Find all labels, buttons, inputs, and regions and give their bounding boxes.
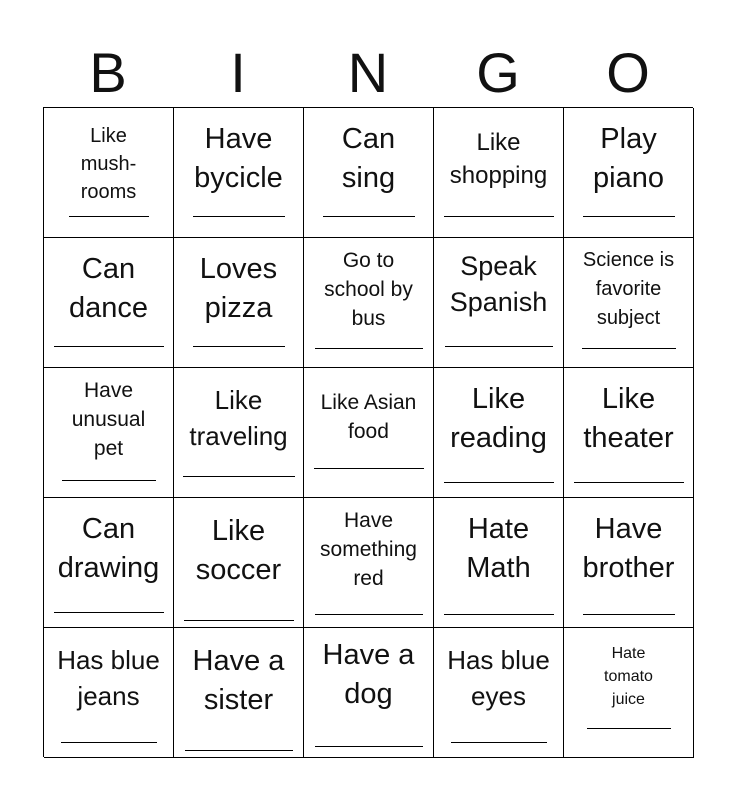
answer-line	[315, 614, 423, 615]
answer-line	[583, 216, 675, 217]
bingo-cell[interactable]	[564, 368, 694, 498]
answer-line	[61, 742, 157, 743]
answer-line	[315, 348, 423, 349]
cell-text: Science is favorite subject	[582, 249, 675, 329]
bingo-cell[interactable]	[564, 108, 694, 238]
bingo-cell[interactable]	[174, 238, 304, 368]
bingo-cell[interactable]	[44, 498, 174, 628]
cell-text: Hate tomato juice	[604, 645, 653, 708]
header-letter-g: G	[476, 41, 520, 104]
cell-text: Play piano	[593, 123, 664, 194]
cell-text: Like Asian food	[320, 391, 417, 443]
answer-line	[587, 728, 671, 729]
cell-text: Like mush- rooms	[80, 125, 137, 203]
bingo-header	[43, 40, 693, 106]
answer-line	[451, 742, 547, 743]
cell-text: Like soccer	[195, 515, 282, 586]
bingo-cell[interactable]	[434, 498, 564, 628]
bingo-cell[interactable]	[174, 368, 304, 498]
bingo-cell[interactable]	[564, 238, 694, 368]
cell-text: Hate Math	[466, 513, 531, 584]
cell-text: Have bycicle	[194, 123, 283, 194]
cell-text: Has blue eyes	[447, 645, 550, 711]
cell-text: Like traveling	[189, 385, 288, 451]
cell-text: Loves pizza	[199, 253, 278, 324]
header-letter-n: N	[347, 41, 389, 104]
cell-text: Have something red	[320, 509, 417, 590]
answer-line	[574, 482, 684, 483]
bingo-cell[interactable]	[304, 108, 434, 238]
answer-line	[314, 468, 424, 469]
bingo-cell[interactable]	[564, 628, 694, 758]
bingo-cell[interactable]	[44, 368, 174, 498]
answer-line	[69, 216, 149, 217]
answer-line	[315, 746, 423, 747]
bingo-cell[interactable]	[434, 238, 564, 368]
cell-text: Have a dog	[322, 639, 415, 710]
bingo-cell[interactable]	[564, 498, 694, 628]
answer-line	[54, 612, 164, 613]
bingo-cell[interactable]	[174, 628, 304, 758]
answer-line	[445, 346, 553, 347]
answer-line	[183, 476, 295, 477]
answer-line	[444, 614, 554, 615]
cell-text: Have unusual pet	[71, 379, 146, 460]
answer-line	[185, 750, 293, 751]
cell-text: Can dance	[68, 253, 148, 324]
header-letter-o: O	[606, 41, 650, 104]
cell-text: Can sing	[341, 123, 396, 194]
bingo-cell[interactable]	[304, 238, 434, 368]
cell-text: Like reading	[450, 383, 547, 454]
cell-text: Speak Spanish	[449, 251, 548, 317]
cell-text: Have a sister	[192, 645, 285, 716]
answer-line	[323, 216, 415, 217]
answer-line	[62, 480, 156, 481]
bingo-cell[interactable]	[304, 498, 434, 628]
answer-line	[583, 614, 675, 615]
answer-line	[54, 346, 164, 347]
answer-line	[193, 216, 285, 217]
bingo-cell[interactable]	[304, 368, 434, 498]
answer-line	[184, 620, 294, 621]
bingo-card-grid	[43, 107, 693, 757]
bingo-cell[interactable]	[44, 108, 174, 238]
answer-line	[193, 346, 285, 347]
header-letter-b: B	[89, 41, 127, 104]
bingo-cell[interactable]	[434, 628, 564, 758]
header-letter-i: I	[230, 41, 246, 104]
bingo-cell[interactable]	[434, 108, 564, 238]
cell-text: Has blue jeans	[57, 645, 160, 711]
cell-text: Like shopping	[449, 129, 548, 189]
answer-line	[582, 348, 676, 349]
cell-text: Have brother	[582, 513, 675, 584]
bingo-cell[interactable]	[44, 238, 174, 368]
answer-line	[444, 482, 554, 483]
bingo-cell[interactable]	[174, 498, 304, 628]
cell-text: Go to school by bus	[324, 249, 413, 330]
cell-text: Can drawing	[57, 513, 160, 584]
bingo-cell[interactable]	[434, 368, 564, 498]
bingo-cell[interactable]	[174, 108, 304, 238]
bingo-cell[interactable]	[304, 628, 434, 758]
answer-line	[444, 216, 554, 217]
cell-text: Like theater	[583, 383, 674, 454]
bingo-cell[interactable]	[44, 628, 174, 758]
